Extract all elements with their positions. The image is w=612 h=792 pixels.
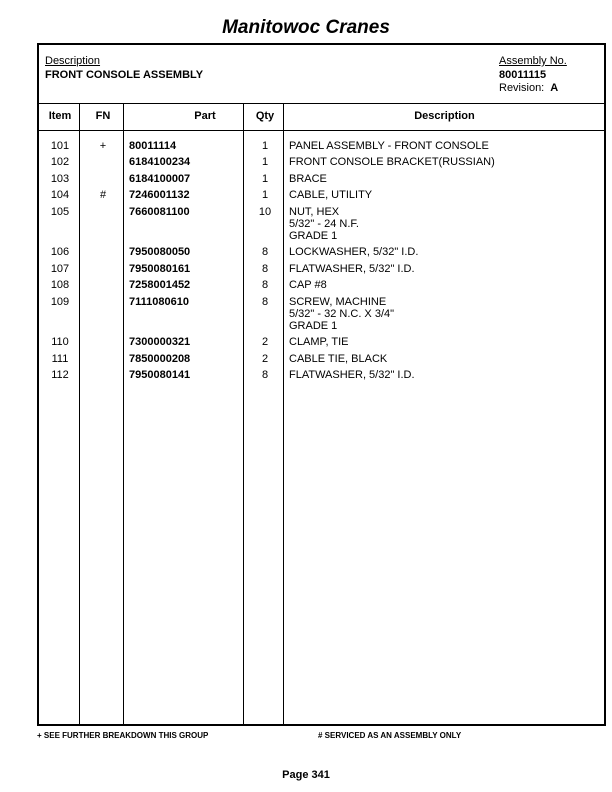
description-line: PANEL ASSEMBLY - FRONT CONSOLE <box>289 140 489 152</box>
description-label: Description <box>45 55 101 67</box>
part-description <box>289 246 418 258</box>
description-line: CABLE, UTILITY <box>289 189 373 201</box>
description-line: 5/32" - 24 N.F. <box>289 218 359 230</box>
column-divider <box>243 103 244 724</box>
description-line: 5/32" - 32 N.C. X 3/4" <box>289 308 395 320</box>
part-description <box>289 353 387 365</box>
description-line: BRACE <box>289 173 327 185</box>
part-number: 7300000321 <box>129 336 191 348</box>
footnote-marker: # <box>99 189 107 201</box>
parts-table <box>37 43 606 726</box>
description-line: SCREW, MACHINE <box>289 296 387 308</box>
description-line: GRADE 1 <box>289 320 338 332</box>
item-number: 106 <box>50 246 70 258</box>
assembly-number-value: 80011115 <box>499 69 547 81</box>
description-line: NUT, HEX <box>289 206 340 218</box>
part-description <box>289 263 415 275</box>
footnote-marker: + <box>99 140 107 152</box>
revision-value: A <box>550 82 559 94</box>
item-number: 104 <box>50 189 70 201</box>
part-number: 7950080161 <box>129 263 191 275</box>
column-header-description: Description <box>285 103 604 131</box>
description-line: LOCKWASHER, 5/32" I.D. <box>289 246 419 258</box>
footnote-further-breakdown: + SEE FURTHER BREAKDOWN THIS GROUP <box>37 731 209 740</box>
quantity: 8 <box>261 246 269 258</box>
description-line: FLATWASHER, 5/32" I.D. <box>289 263 415 275</box>
part-number: 6184100007 <box>129 173 191 185</box>
item-number: 103 <box>50 173 70 185</box>
quantity: 1 <box>261 140 269 152</box>
quantity: 8 <box>261 263 269 275</box>
column-header-part: Part <box>125 103 285 131</box>
quantity: 8 <box>261 279 269 291</box>
item-number: 110 <box>51 336 69 348</box>
description-line: CAP #8 <box>289 279 327 291</box>
part-number: 6184100234 <box>129 156 191 168</box>
quantity: 8 <box>261 369 269 381</box>
column-header-item: Item <box>39 103 81 131</box>
revision-label: Revision: <box>499 82 545 94</box>
page-number: Page 341 <box>282 769 330 781</box>
description-value: FRONT CONSOLE ASSEMBLY <box>45 69 204 81</box>
part-number: 7258001452 <box>129 279 191 291</box>
revision <box>499 82 558 94</box>
description-line: CLAMP, TIE <box>289 336 349 348</box>
quantity: 1 <box>261 156 269 168</box>
part-description <box>289 173 327 185</box>
quantity: 2 <box>261 336 269 348</box>
item-number: 109 <box>50 296 70 308</box>
item-number: 111 <box>51 353 69 365</box>
item-number: 108 <box>50 279 70 291</box>
quantity: 1 <box>261 173 269 185</box>
item-number: 105 <box>50 206 70 218</box>
part-number: 7111080610 <box>129 296 189 308</box>
part-description <box>289 140 489 152</box>
part-description <box>289 206 359 242</box>
column-header-fn: FN <box>81 103 125 131</box>
item-number: 102 <box>50 156 70 168</box>
part-number: 7660081100 <box>129 206 190 218</box>
part-description <box>289 296 394 332</box>
quantity: 2 <box>261 353 269 365</box>
part-description <box>289 369 415 381</box>
quantity: 10 <box>258 206 272 218</box>
part-number: 80011114 <box>129 140 177 152</box>
part-number: 7950080050 <box>129 246 191 258</box>
quantity: 1 <box>261 189 269 201</box>
footnote-serviced-assembly: # SERVICED AS AN ASSEMBLY ONLY <box>318 731 462 740</box>
part-description <box>289 156 495 168</box>
item-number: 112 <box>51 369 69 381</box>
description-line: GRADE 1 <box>289 230 338 242</box>
part-number: 7850000208 <box>129 353 191 365</box>
description-line: FLATWASHER, 5/32" I.D. <box>289 369 415 381</box>
assembly-number-label: Assembly No. <box>499 55 567 67</box>
document-title: Manitowoc Cranes <box>222 17 390 38</box>
item-number: 101 <box>50 140 70 152</box>
part-description <box>289 336 349 348</box>
description-line: CABLE TIE, BLACK <box>289 353 388 365</box>
assembly-header <box>39 45 604 104</box>
part-number: 7246001132 <box>129 189 190 201</box>
item-number: 107 <box>50 263 70 275</box>
part-description <box>289 279 327 291</box>
part-description <box>289 189 372 201</box>
column-header-qty: Qty <box>245 103 285 131</box>
part-number: 7950080141 <box>129 369 191 381</box>
quantity: 8 <box>261 296 269 308</box>
description-line: FRONT CONSOLE BRACKET(RUSSIAN) <box>289 156 495 168</box>
